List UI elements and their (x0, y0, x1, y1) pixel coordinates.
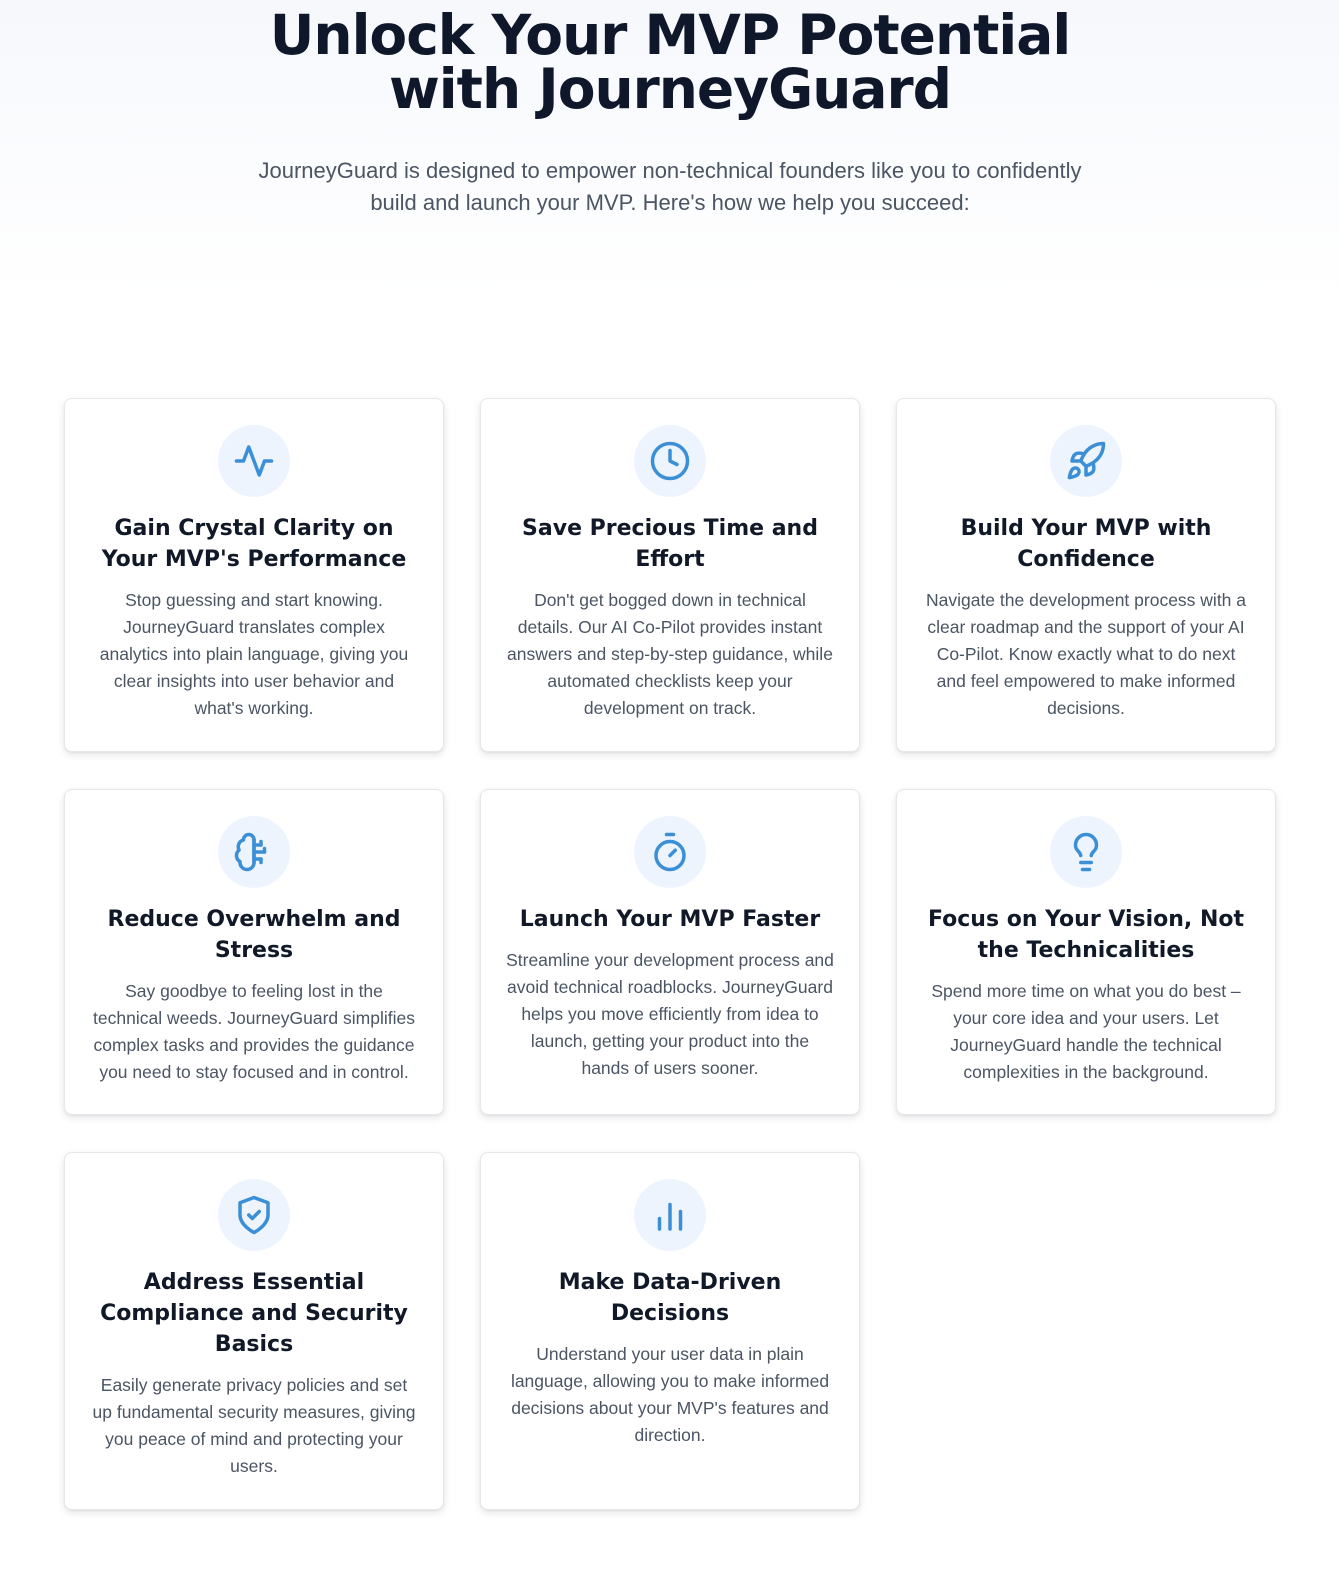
rocket-icon (1050, 425, 1122, 497)
brain-icon (218, 816, 290, 888)
feature-description: Understand your user data in plain language, allowing you to make informed decisions about your MVP's features and direction. (510, 1344, 830, 1445)
feature-description: Spend more time on what you do best – your core idea and your users. Let JourneyGuard handle the technical complexities in the background. (931, 981, 1241, 1082)
feature-title: Gain Crystal Clarity on Your MVP's Performance (101, 516, 407, 572)
feature-card-launch (480, 789, 860, 1115)
feature-card-clarity (64, 398, 444, 752)
clock-icon (634, 425, 706, 497)
feature-description: Don't get bogged down in technical details. Our AI Co-Pilot provides instant answers and step-by-step guidance, while automated checklists keep your development on track. (507, 590, 833, 718)
feature-title: Reduce Overwhelm and Stress (107, 907, 401, 963)
feature-card-data (480, 1152, 860, 1510)
bar-chart-icon (634, 1179, 706, 1251)
feature-description: Streamline your development process and avoid technical roadblocks. JourneyGuard helps you move efficiently from idea to launch, getting your product into the hands of users sooner. (506, 950, 834, 1078)
shield-check-icon (218, 1179, 290, 1251)
feature-title: Build Your MVP with Confidence (960, 516, 1212, 572)
feature-description: Say goodbye to feeling lost in the technical weeds. JourneyGuard simplifies complex tasks and provides the guidance you need to stay focused and in control. (93, 981, 415, 1082)
timer-icon (634, 816, 706, 888)
feature-card-vision (896, 789, 1276, 1115)
feature-card-compliance (64, 1152, 444, 1510)
feature-description: Stop guessing and start knowing. JourneyGuard translates complex analytics into plain language, giving you clear insights into user behavior and what's working. (99, 590, 409, 718)
feature-card-confidence (896, 398, 1276, 752)
lightbulb-icon (1050, 816, 1122, 888)
feature-card-overwhelm (64, 789, 444, 1115)
feature-description: Easily generate privacy policies and set up fundamental security measures, giving you peace of mind and protecting your users. (92, 1375, 416, 1476)
page-subtitle: JourneyGuard is designed to empower non-technical founders like you to confidently build and launch your MVP. Here's how we help you succeed: (258, 158, 1082, 215)
feature-title: Focus on Your Vision, Not the Technicalities (928, 907, 1244, 963)
activity-icon (218, 425, 290, 497)
page-title: Unlock Your MVP Potential with JourneyGuard (269, 3, 1071, 121)
feature-description: Navigate the development process with a clear roadmap and the support of your AI Co-Pilot. Know exactly what to do next and feel empowered to make informed decisions. (925, 590, 1247, 718)
feature-title: Address Essential Compliance and Security Basics (100, 1270, 408, 1357)
feature-title: Save Precious Time and Effort (522, 516, 818, 572)
feature-title: Launch Your MVP Faster (519, 907, 821, 932)
feature-card-time (480, 398, 860, 752)
feature-title: Make Data-Driven Decisions (558, 1270, 782, 1326)
